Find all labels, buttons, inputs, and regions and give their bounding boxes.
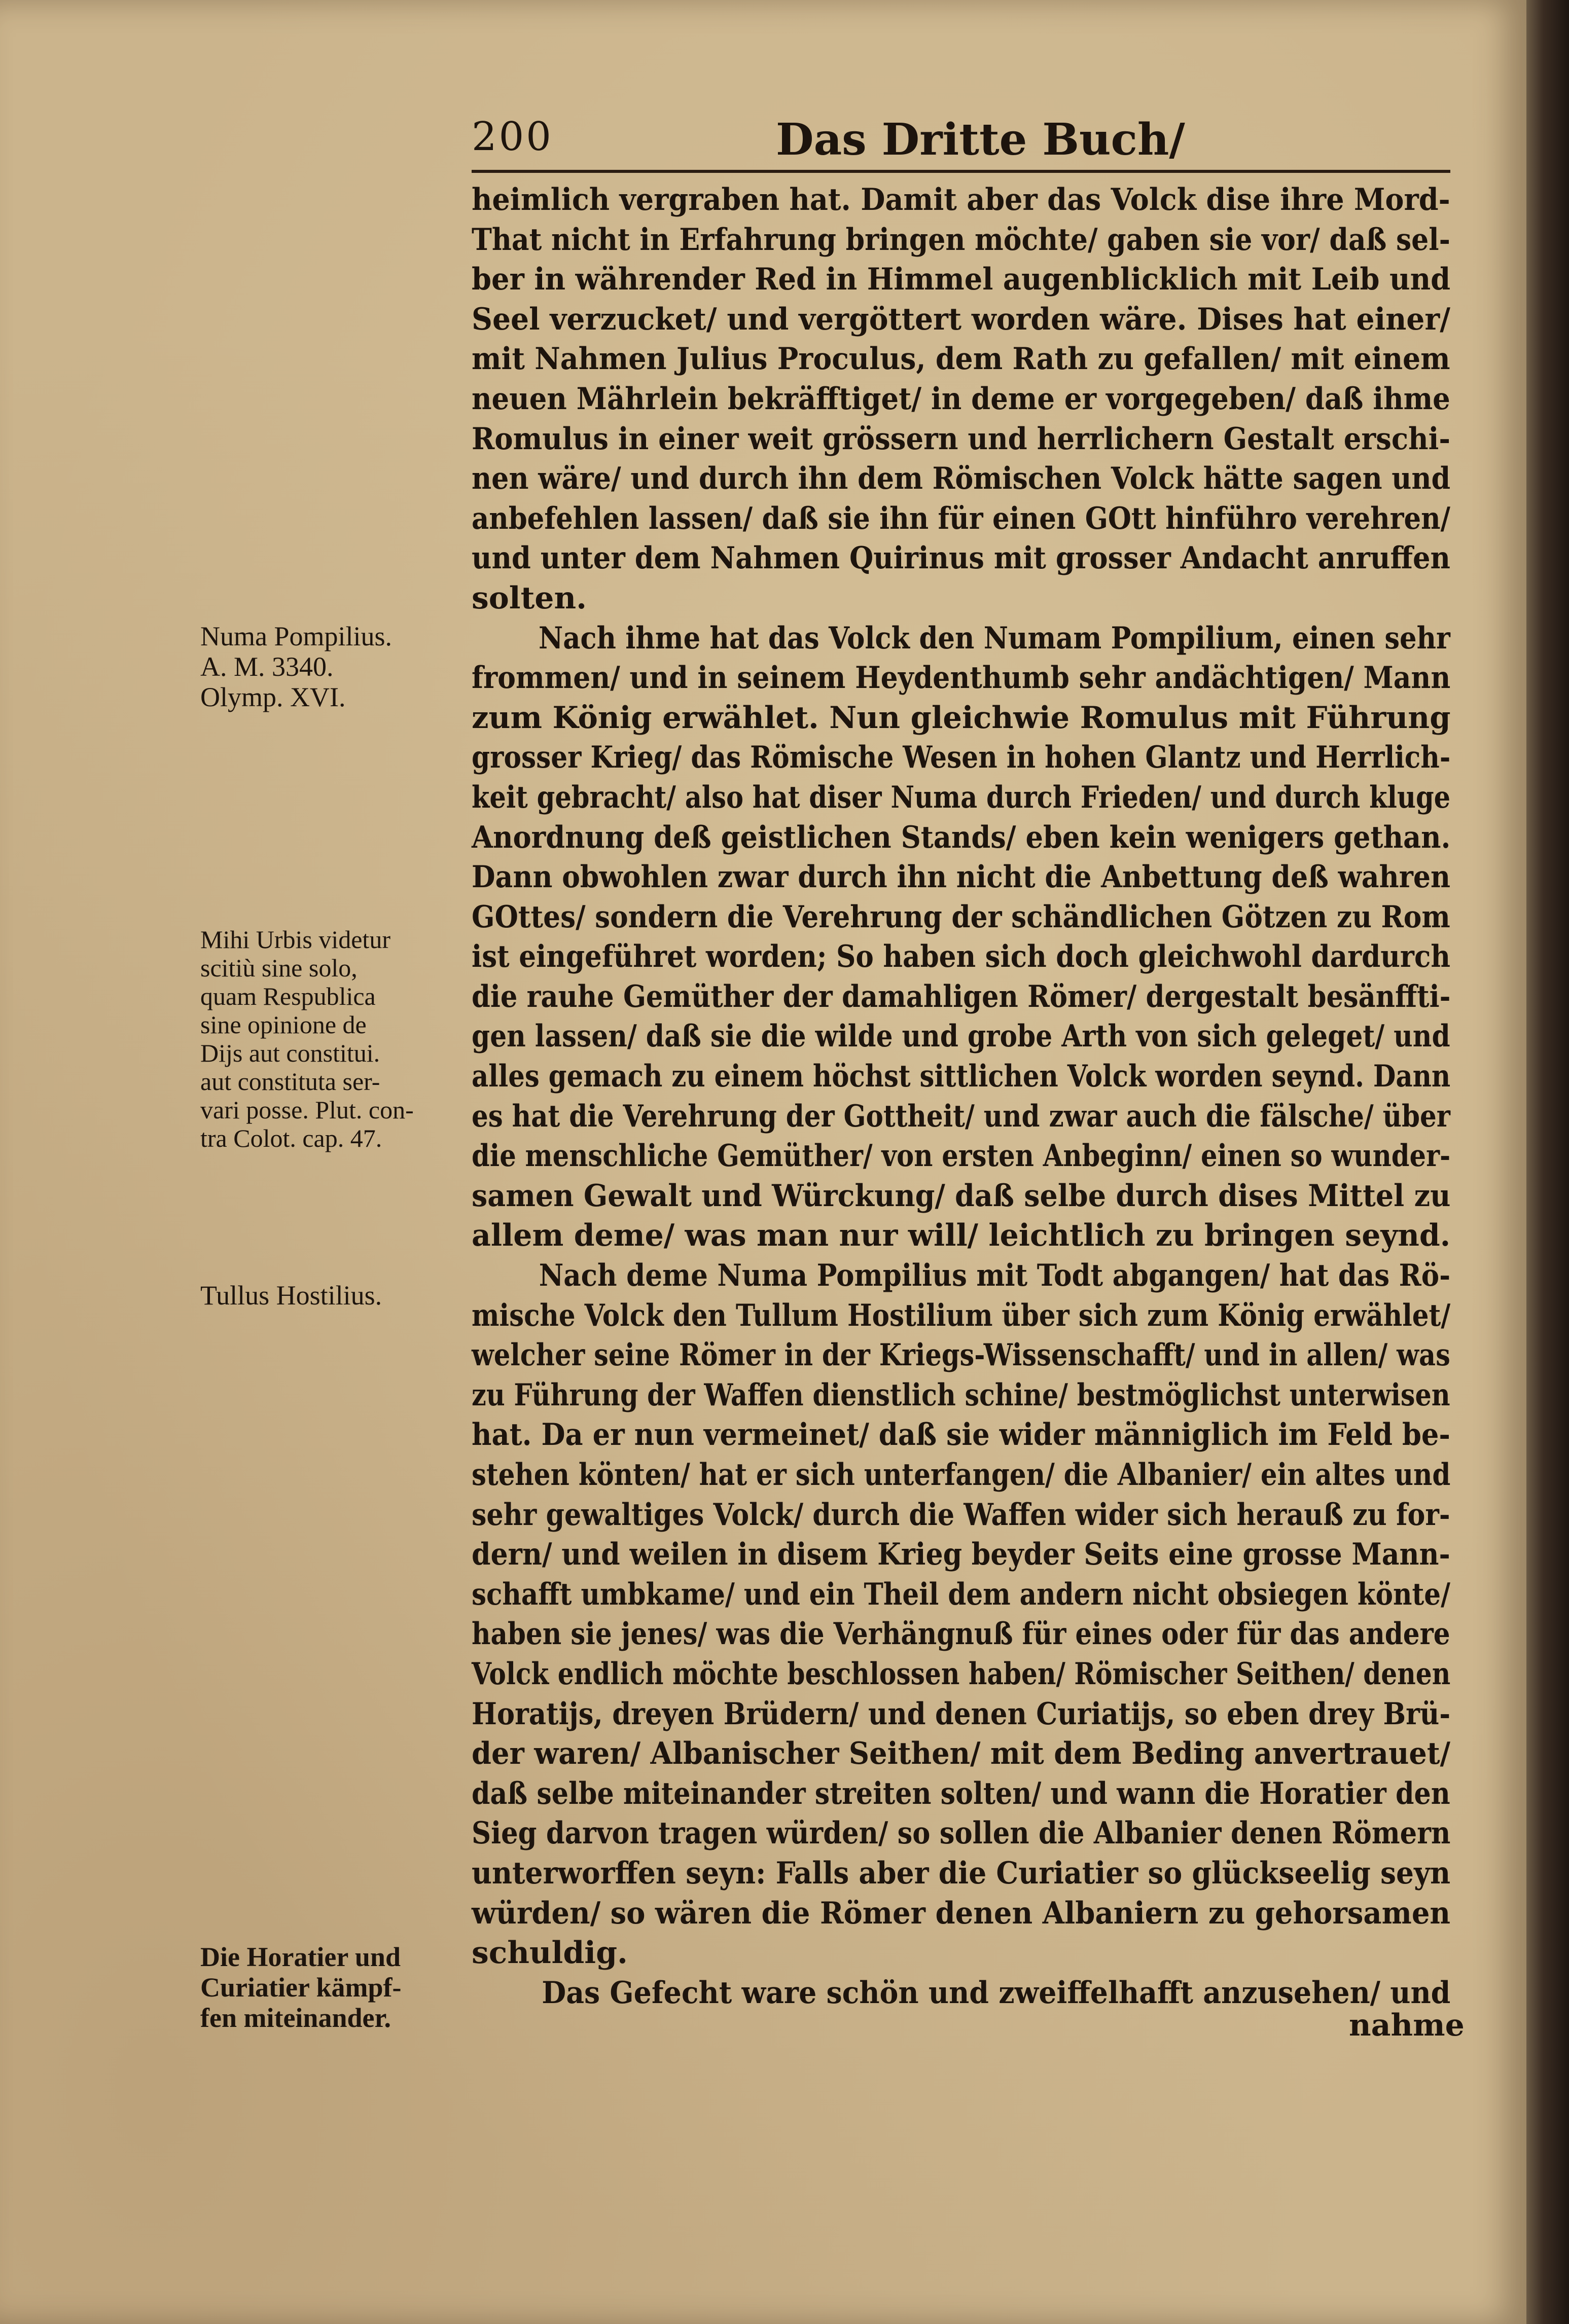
margin-note-line: Olymp. XVI. — [200, 682, 346, 712]
text-line: heimlich vergraben hat. Damit aber das Volck dise ihre Mord- — [472, 182, 1450, 217]
text-line: samen Gewalt und Würckung/ daß selbe durch dises Mittel zu — [472, 1178, 1451, 1214]
margin-note-line: A. M. 3340. — [200, 651, 334, 682]
margin-note-horatier — [200, 1942, 454, 2033]
text-line: keit gebracht/ also hat diser Numa durch Frieden/ und durch kluge — [472, 779, 1451, 815]
text-line: daß selbe miteinander streiten solten/ und wann die Horatier den — [472, 1775, 1450, 1811]
text-line: Das Gefecht ware schön und zweiffelhafft anzusehen/ und — [542, 1975, 1451, 2011]
margin-note-line: scitiù sine solo, — [200, 954, 358, 982]
text-line: die menschliche Gemüther/ von ersten Anbeginn/ einen so wunder- — [472, 1138, 1451, 1174]
text-line: anbefehlen lassen/ daß sie ihn für einen GOtt hinführo verehren/ — [472, 500, 1450, 536]
running-head: Das Dritte Buch/ — [776, 114, 1185, 165]
text-line: hat. Da er nun vermeinet/ daß sie wider männiglich im Feld be- — [472, 1417, 1450, 1453]
margin-note-line: quam Respublica — [200, 982, 376, 1010]
text-line: That nicht in Erfahrung bringen möchte/ gaben sie vor/ daß sel- — [472, 222, 1450, 258]
paragraph-start-line — [472, 1256, 1451, 1296]
margin-note-plutarch — [200, 925, 454, 1152]
margin-note-line: fen miteinander. — [200, 2003, 391, 2033]
margin-note-line: vari posse. Plut. con- — [200, 1096, 414, 1124]
paragraph-start-line — [472, 619, 1450, 659]
margin-note-line: Tullus Hostilius. — [200, 1280, 382, 1311]
text-line: Seel verzucket/ und vergöttert worden wäre. Dises hat einer/ — [472, 301, 1450, 337]
text-line: Volck endlich möchte beschlossen haben/ Römischer Seithen/ denen — [472, 1656, 1451, 1692]
margin-note-line: Dijs aut constitui. — [200, 1039, 380, 1067]
text-line: haben sie jenes/ was die Verhängnuß für eines oder für das andere — [472, 1616, 1450, 1652]
text-line: gen lassen/ daß sie die wilde und grobe Arth von sich geleget/ und — [472, 1019, 1450, 1055]
text-line: mische Volck den Tullum Hostilium über sich zum König erwählet/ — [472, 1297, 1451, 1333]
page-header — [472, 114, 1450, 170]
text-line: mit Nahmen Julius Proculus, dem Rath zu gefallen/ mit einem — [472, 341, 1450, 377]
text-line: Anordnung deß geistlichen Stands/ eben kein wenigers gethan. — [472, 819, 1451, 855]
text-line: ist eingeführet worden; So haben sich doch gleichwohl dardurch — [472, 939, 1450, 975]
text-line: es hat die Verehrung der Gottheit/ und zwar auch die fälsche/ über — [472, 1098, 1450, 1134]
text-line: alles gemach zu einem höchst sittlichen Volck worden seynd. Dann — [472, 1059, 1451, 1095]
text-line: unterworffen seyn: Falls aber die Curiatier so glückseelig seyn — [472, 1855, 1451, 1891]
margin-note-line: sine opinione de — [200, 1010, 367, 1039]
book-spine-edge — [1526, 0, 1569, 2324]
margin-note-line: Die Horatier und — [200, 1942, 401, 1972]
text-line: grosser Krieg/ das Römische Wesen in hohen Glantz und Herrlich- — [472, 740, 1451, 776]
text-line: schuldig. — [472, 1935, 628, 1971]
text-line: Romulus in einer weit grössern und herrlichern Gestalt erschi- — [472, 421, 1450, 457]
margin-note-line: Curiatier kämpf- — [200, 1972, 402, 2003]
paragraph-start-line — [472, 1973, 1451, 2013]
text-line: dern/ und weilen in disem Krieg beyder Seits eine grosse Mann- — [472, 1537, 1450, 1573]
text-line: frommen/ und in seinem Heydenthumb sehr andächtigen/ Mann — [472, 660, 1451, 696]
catchword: nahme — [1349, 2008, 1465, 2043]
text-line: nen wäre/ und durch ihn dem Römischen Volck hätte sagen und — [472, 461, 1451, 497]
text-line: zu Führung der Waffen dienstlich schine/ bestmöglichst unterwisen — [472, 1377, 1450, 1413]
page-number: 200 — [472, 114, 553, 160]
margin-note-line: tra Colot. cap. 47. — [200, 1124, 382, 1152]
text-line: sehr gewaltiges Volck/ durch die Waffen wider sich herauß zu for- — [472, 1497, 1450, 1533]
text-line: neuen Mährlein bekräfftiget/ in deme er vorgegeben/ daß ihme — [472, 381, 1450, 417]
text-line: zum König erwählet. Nun gleichwie Romulus mit Führung — [472, 700, 1451, 736]
margin-note-line: Numa Pompilius. — [200, 621, 393, 651]
body-text — [472, 180, 1450, 2013]
margin-note-line: Mihi Urbis videtur — [200, 925, 390, 954]
margin-note-tullus — [200, 1280, 454, 1311]
margin-note-numa — [200, 621, 454, 712]
text-line: würden/ so wären die Römer denen Albaniern zu gehorsamen — [472, 1895, 1451, 1931]
header-rule — [472, 170, 1450, 173]
text-line: ber in währender Red in Himmel augenblicklich mit Leib und — [472, 262, 1451, 298]
text-line: Sieg darvon tragen würden/ so sollen die Albanier denen Römern — [472, 1815, 1451, 1851]
margin-note-line: aut constituta ser- — [200, 1067, 380, 1096]
text-line: und unter dem Nahmen Quirinus mit grosser Andacht anruffen — [472, 540, 1450, 576]
text-line: die rauhe Gemüther der damahligen Römer/ dergestalt besänffti- — [472, 978, 1451, 1014]
text-line: welcher seine Römer in der Kriegs-Wissenschafft/ und in allen/ was — [472, 1337, 1450, 1373]
text-line: Nach ihme hat das Volck den Numam Pompilium, einen sehr — [538, 620, 1450, 656]
text-line: allem deme/ was man nur will/ leichtlich zu bringen seynd. — [472, 1218, 1451, 1254]
text-line: Nach deme Numa Pompilius mit Todt abgangen/ hat das Rö- — [539, 1258, 1451, 1294]
text-line: Horatijs, dreyen Brüdern/ und denen Curiatijs, so eben drey Brü- — [472, 1696, 1451, 1732]
text-line: Dann obwohlen zwar durch ihn nicht die Anbettung deß wahren — [472, 859, 1451, 895]
text-line: der waren/ Albanischer Seithen/ mit dem Beding anvertrauet/ — [472, 1736, 1451, 1772]
text-line: solten. — [472, 580, 587, 616]
text-line: GOttes/ sondern die Verehrung der schändlichen Götzen zu Rom — [472, 899, 1450, 935]
text-line: stehen könten/ hat er sich unterfangen/ die Albanier/ ein altes und — [472, 1457, 1451, 1493]
text-line: schafft umbkame/ und ein Theil dem andern nicht obsiegen könte/ — [472, 1576, 1450, 1612]
